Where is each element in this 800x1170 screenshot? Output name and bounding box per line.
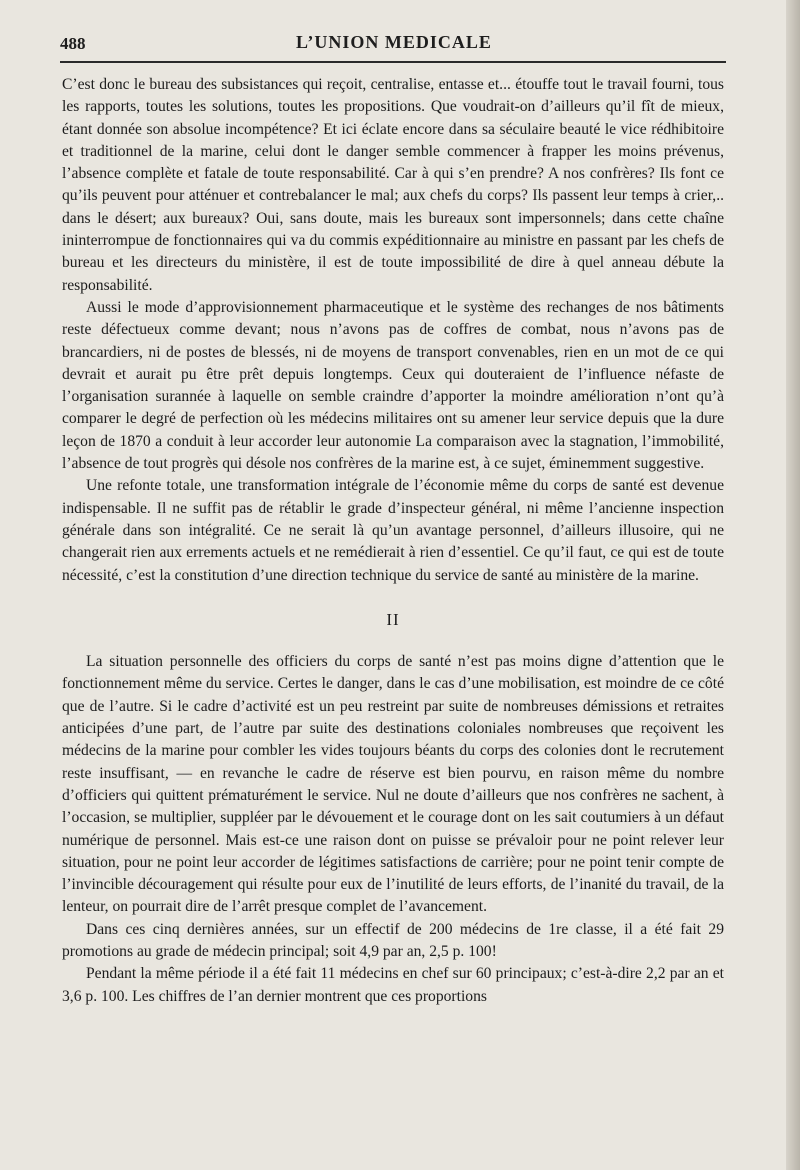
running-title: L’UNION MEDICALE: [296, 32, 492, 52]
paragraph: Dans ces cinq dernières années, sur un effectif de 200 médecins de 1re classe, il a été fait 29 promotions au grade de médecin principal; soit 4,9 par an, 2,5 p. 100!: [62, 920, 724, 960]
running-header: [60, 32, 726, 58]
paragraph: C’est donc le bureau des subsistances qui reçoit, centralise, entasse et... étouffe tout le travail fourni, tous les rapports, toutes les solutions, toutes les propositions. Que voudrait-on d’ailleurs qu’il fît de mieux, étant donnée son absolue incompétence? Et ici éclate encore dans sa séculaire beauté le vice rédhibitoire et traditionnel de la marine, celui dont le danger semble commencer à frapper les moins prévenus, l’absence complète et fatale de toute responsabilité. Car à qui s’en prendre? A nos confrères? Ils font ce qu’ils peuvent pour atténuer et contrebalancer le mal; aux chefs du corps? Ils passent leur temps à crier,.. dans le désert; aux bureaux? Oui, sans doute, mais les bureaux sont impersonnels; dans cette chaîne ininterrompue de fonctionnaires qui va du commis expéditionnaire au ministre en passant par les chefs de bureau et les directeurs du ministère, il est de toute impossibilité de dire à quel anneau débute la responsabilité.: [62, 76, 724, 294]
paragraph: La situation personnelle des officiers du corps de santé n’est pas moins digne d’attention que le fonctionnement même du service. Certes le danger, dans le cas d’une mobilisation, est moindre de ce côté que de l’autre. Si le cadre d’activité est un peu restreint par suite de nombreuses démissions et retraites anticipées d’une part, de l’autre par suite des destinations coloniales nombreuses que reçoivent les médecins de la marine pour combler les vides toujours béants du corps des colonies dont le recrutement reste insuffisant, — en revanche le cadre de réserve est bien pourvu, en raison même du nombre d’officiers qui quittent prématurément le service. Nul ne doute d’ailleurs que nos confrères ne sachent, à l’occasion, se multiplier, suppléer par le dévouement et le courage dont on les sait coutumiers à un défaut numérique de personnel. Mais est-ce une raison dont on puisse se prévaloir pour ne point relever leur situation, pour ne point leur accorder de légitimes satisfactions de carrière; pour ne point tenir compte de l’invincible découragement qui résulte pour eux de l’inutilité de leurs efforts, de l’inanité du travail, de la lenteur, on pourrait dire de l’arrêt presque complet de l’avancement.: [62, 653, 724, 916]
paragraph: Pendant la même période il a été fait 11 médecins en chef sur 60 principaux; c’est-à-dire 2,2 par an et 3,6 p. 100. Les chiffres de l’an dernier montrent que ces proportions: [62, 965, 724, 1005]
article-body: [62, 74, 724, 1008]
page-binding-shadow: [786, 0, 800, 1170]
header-rule: [60, 61, 726, 63]
paragraph: Aussi le mode d’approvisionnement pharmaceutique et le système des rechanges de nos bâtiments reste défectueux comme devant; nous n’avons pas de coffres de combat, nous n’avons pas de brancardiers, ni de postes de blessés, ni de moyens de transport convenables, rien en un mot de ce qui devrait et aurait pu être prêt depuis longtemps. Ceux qui douteraient de l’influence néfaste de l’organisation surannée à laquelle on semble craindre d’apporter la moindre amélioration n’ont qu’à comparer le degré de perfection où les médecins militaires ont su amener leur service depuis que la dure leçon de 1870 a conduit à leur accorder leur autonomie La comparaison avec la stagnation, l’immobilité, l’absence de tout progrès qui désole nos confrères de la marine est, à ce sujet, éminemment suggestive.: [62, 298, 724, 473]
page-number: 488: [60, 34, 86, 53]
section-heading: II: [386, 609, 400, 629]
paragraph: Une refonte totale, une transformation intégrale de l’économie même du corps de santé est devenue indispensable. Il ne suffit pas de rétablir le grade d’inspecteur général, ni même l’ancienne inspection générale dans son intégralité. Ce ne serait là qu’un avantage personnel, d’ailleurs illusoire, qui ne changerait rien aux errements actuels et ne remédierait à rien d’essentiel. Ce qu’il faut, ce qui est de toute nécessité, c’est la constitution d’une direction technique du service de santé au ministère de la marine.: [62, 477, 724, 584]
